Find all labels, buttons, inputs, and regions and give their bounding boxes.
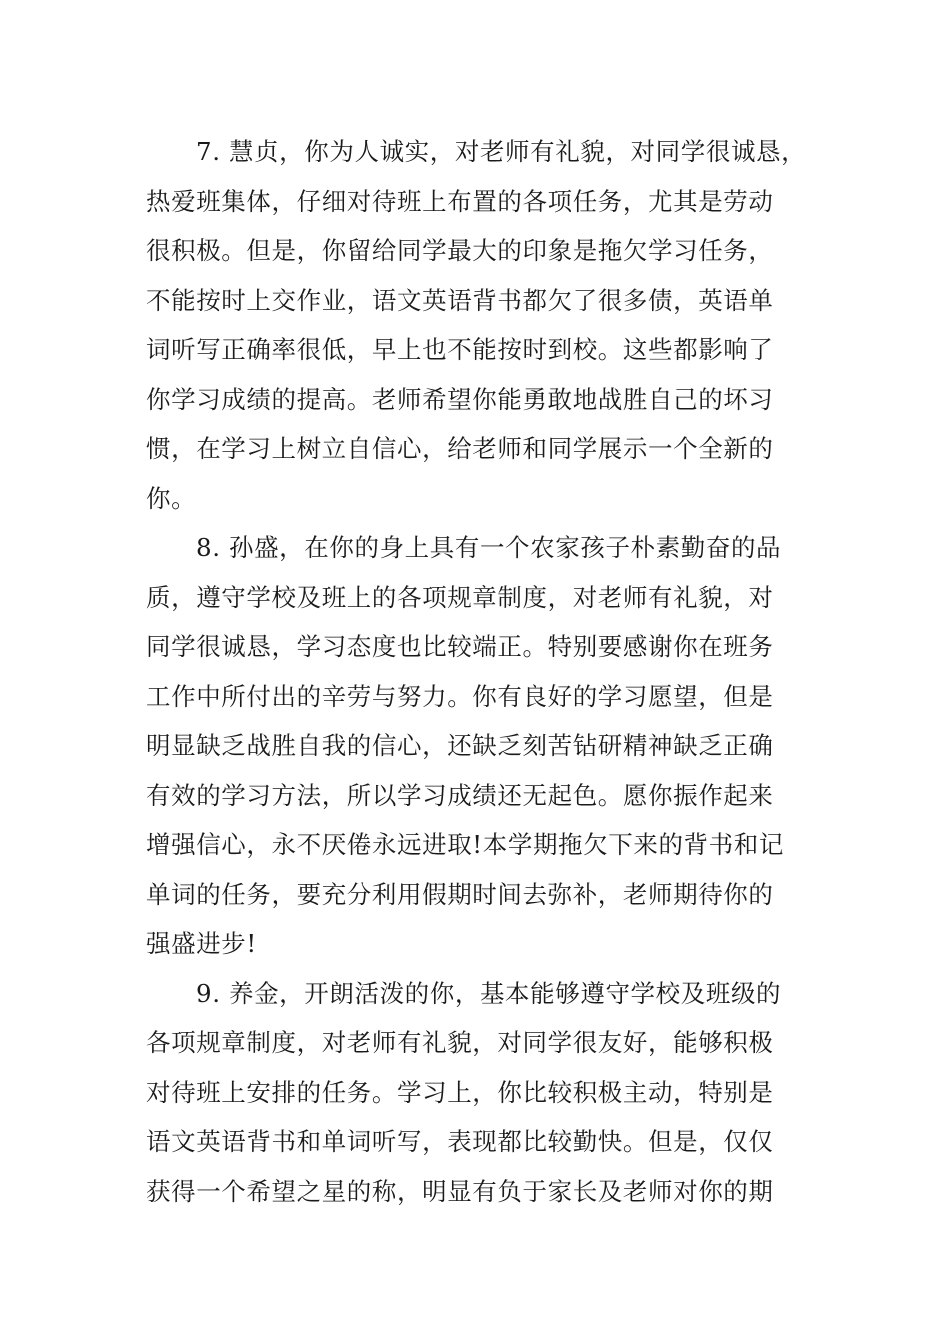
paragraph-line: 增强信心，永不厌倦永远进取!本学期拖欠下来的背书和记 bbox=[146, 830, 784, 859]
paragraph-line: 获得一个希望之星的称，明显有负于家长及老师对你的期 bbox=[146, 1176, 774, 1206]
paragraph-7 bbox=[146, 127, 808, 523]
paragraph-line: 8. 孙盛，在你的身上具有一个农家孩子朴素勤奋的品 bbox=[196, 533, 782, 562]
paragraph-line: 你学习成绩的提高。老师希望你能勇敢地战胜自己的坏习 bbox=[146, 384, 774, 414]
paragraph-line: 质，遵守学校及班上的各项规章制度，对老师有礼貌，对 bbox=[146, 582, 774, 612]
paragraph-line: 同学很诚恳，学习态度也比较端正。特别要感谢你在班务 bbox=[146, 632, 774, 661]
paragraph-line: 不能按时上交作业，语文英语背书都欠了很多债，英语单 bbox=[146, 285, 774, 315]
paragraph-9 bbox=[146, 969, 808, 1217]
paragraph-line: 强盛进步! bbox=[146, 929, 257, 958]
paragraph-line: 惯，在学习上树立自信心，给老师和同学展示一个全新的 bbox=[146, 434, 774, 463]
paragraph-line: 语文英语背书和单词听写，表现都比较勤快。但是，仅仅 bbox=[146, 1127, 774, 1156]
paragraph-line: 有效的学习方法，所以学习成绩还无起色。愿你振作起来 bbox=[146, 780, 774, 810]
document-body bbox=[146, 127, 808, 1216]
paragraph-8 bbox=[146, 523, 808, 969]
paragraph-line: 单词的任务，要充分利用假期时间去弥补，老师期待你的 bbox=[146, 879, 774, 909]
paragraph-line: 7. 慧贞，你为人诚实，对老师有礼貌，对同学很诚恳， bbox=[196, 137, 807, 166]
paragraph-line: 9. 养金，开朗活泼的你，基本能够遵守学校及班级的 bbox=[196, 978, 782, 1008]
paragraph-line: 对待班上安排的任务。学习上，你比较积极主动，特别是 bbox=[146, 1077, 774, 1107]
paragraph-line: 热爱班集体，仔细对待班上布置的各项任务，尤其是劳动 bbox=[146, 186, 774, 216]
paragraph-line: 明显缺乏战胜自我的信心，还缺乏刻苦钻研精神缺乏正确 bbox=[146, 731, 774, 760]
paragraph-line: 词听写正确率很低，早上也不能按时到校。这些都影响了 bbox=[146, 335, 774, 364]
paragraph-line: 很积极。但是，你留给同学最大的印象是拖欠学习任务， bbox=[146, 236, 774, 265]
paragraph-line: 你。 bbox=[146, 483, 197, 513]
paragraph-line: 工作中所付出的辛劳与努力。你有良好的学习愿望，但是 bbox=[146, 681, 774, 711]
paragraph-line: 各项规章制度，对老师有礼貌，对同学很友好，能够积极 bbox=[146, 1028, 774, 1057]
